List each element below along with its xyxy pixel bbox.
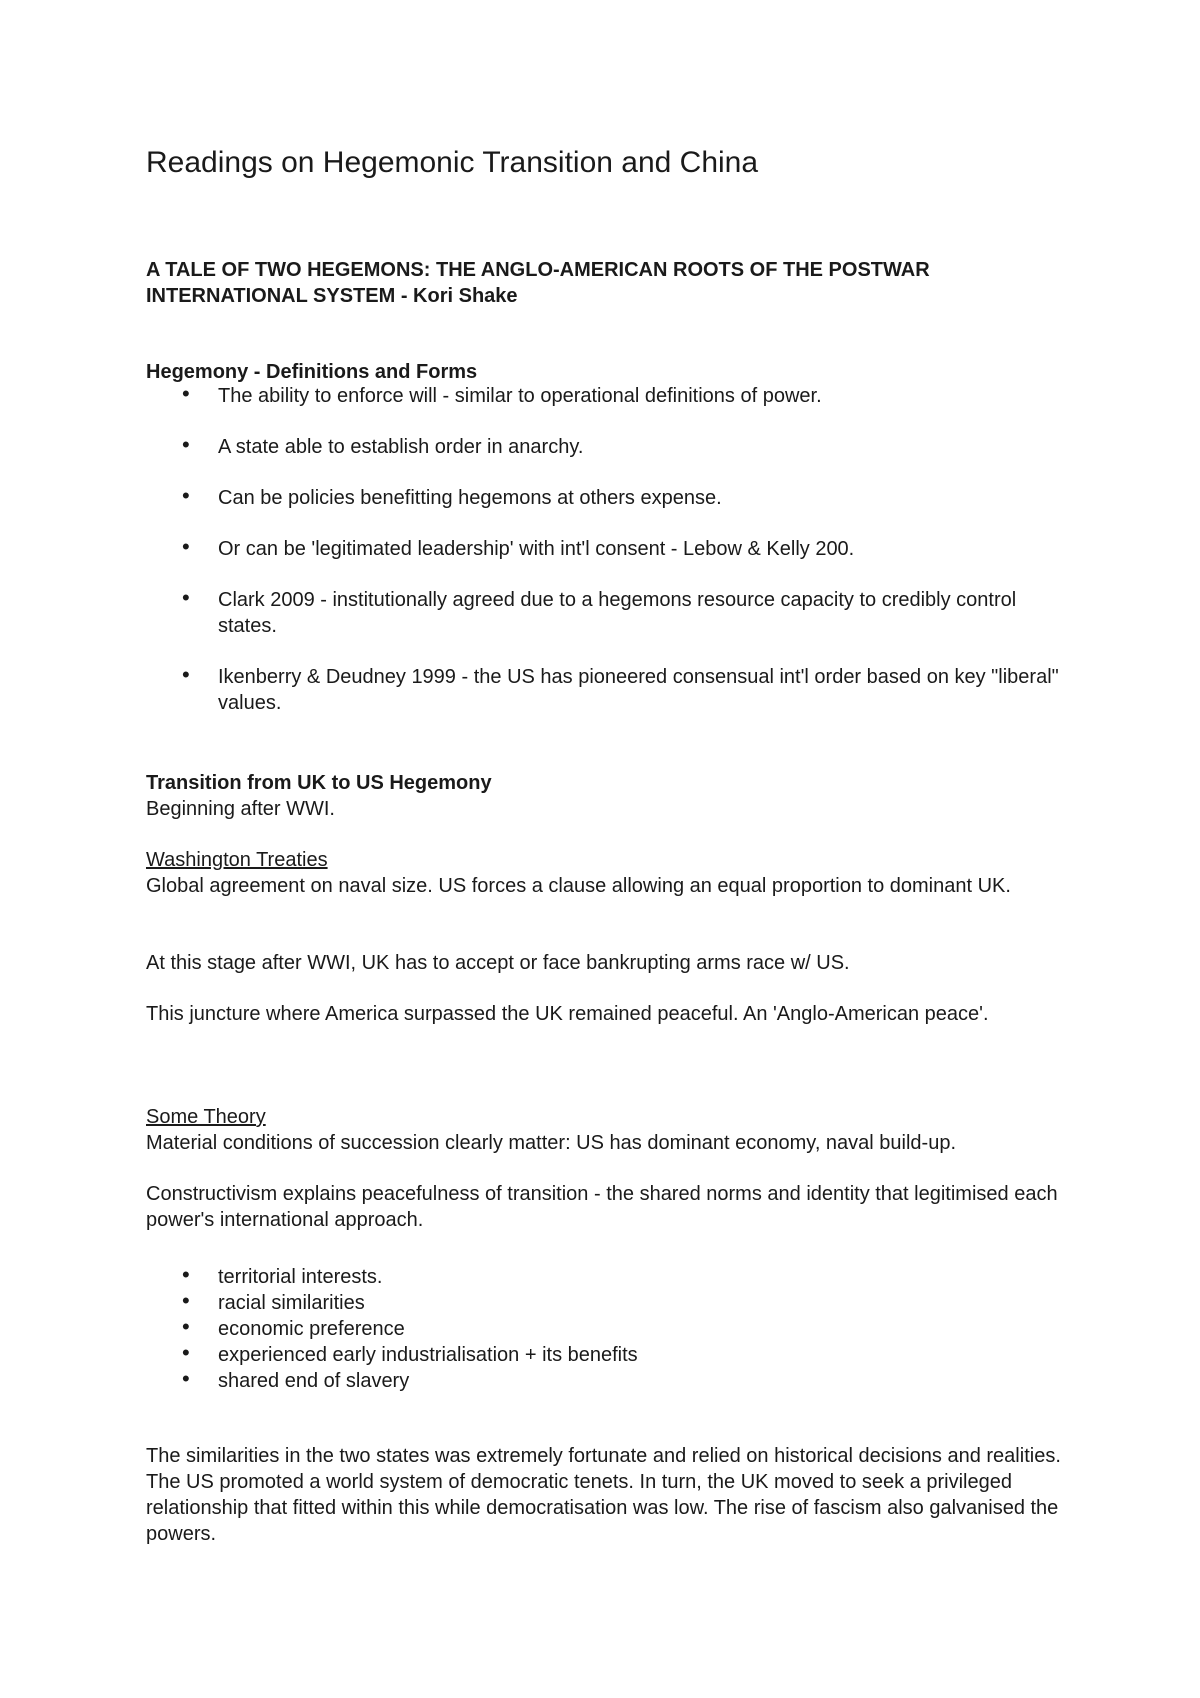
paragraph-arms-race: At this stage after WWI, UK has to accept or face bankrupting arms race w/ US. xyxy=(146,952,850,974)
list-item: • Ikenberry & Deudney 1999 - the US has pioneered consensual int'l order based on key "liberal" values. xyxy=(146,664,1076,716)
definitions-list xyxy=(146,383,1076,741)
list-item: • racial similarities xyxy=(146,1290,1076,1316)
list-item: • A state able to establish order in anarchy. xyxy=(146,434,1076,460)
paragraph-similarities: The similarities in the two states was extremely fortunate and relied on historical decisions and realities. The US promoted a world system of democratic tenets. In turn, the UK moved to seek a privileged relationship that fitted within this while democratisation was low. The rise of fascism also galvanised the powers. xyxy=(146,1445,1061,1545)
article-title xyxy=(146,257,1076,309)
article-title-line-2: INTERNATIONAL SYSTEM - Kori Shake xyxy=(146,285,518,307)
section-heading-definitions: Hegemony - Definitions and Forms xyxy=(146,361,478,383)
list-item: • experienced early industrialisation + its benefits xyxy=(146,1342,1076,1368)
list-item: • Clark 2009 - institutionally agreed due to a hegemons resource capacity to credibly control states. xyxy=(146,587,1076,639)
list-item: • Can be policies benefitting hegemons at others expense. xyxy=(146,485,1076,511)
shared-norms-list xyxy=(146,1264,1076,1394)
paragraph-naval-size: Global agreement on naval size. US forces a clause allowing an equal proportion to dominant UK. xyxy=(146,875,1011,897)
section-heading-transition: Transition from UK to US Hegemony xyxy=(146,772,492,794)
paragraph-material-conditions: Material conditions of succession clearly matter: US has dominant economy, naval build-up. xyxy=(146,1132,957,1154)
subheading-washington-treaties: Washington Treaties xyxy=(146,849,328,871)
paragraph-constructivism: Constructivism explains peacefulness of transition - the shared norms and identity that legitimised each power's international approach. xyxy=(146,1183,1058,1231)
transition-intro: Beginning after WWI. xyxy=(146,798,335,820)
list-item: • economic preference xyxy=(146,1316,1076,1342)
list-item: • shared end of slavery xyxy=(146,1368,1076,1394)
list-item: • Or can be 'legitimated leadership' with int'l consent - Lebow & Kelly 200. xyxy=(146,536,1076,562)
list-item: • The ability to enforce will - similar to operational definitions of power. xyxy=(146,383,1076,409)
paragraph-anglo-american-peace: This juncture where America surpassed the UK remained peaceful. An 'Anglo-American peace'. xyxy=(146,1003,989,1025)
document-title: Readings on Hegemonic Transition and China xyxy=(146,146,759,179)
list-item: • territorial interests. xyxy=(146,1264,1076,1290)
article-title-line-1: A TALE OF TWO HEGEMONS: THE ANGLO-AMERICAN ROOTS OF THE POSTWAR xyxy=(146,259,930,281)
subheading-some-theory: Some Theory xyxy=(146,1106,266,1128)
